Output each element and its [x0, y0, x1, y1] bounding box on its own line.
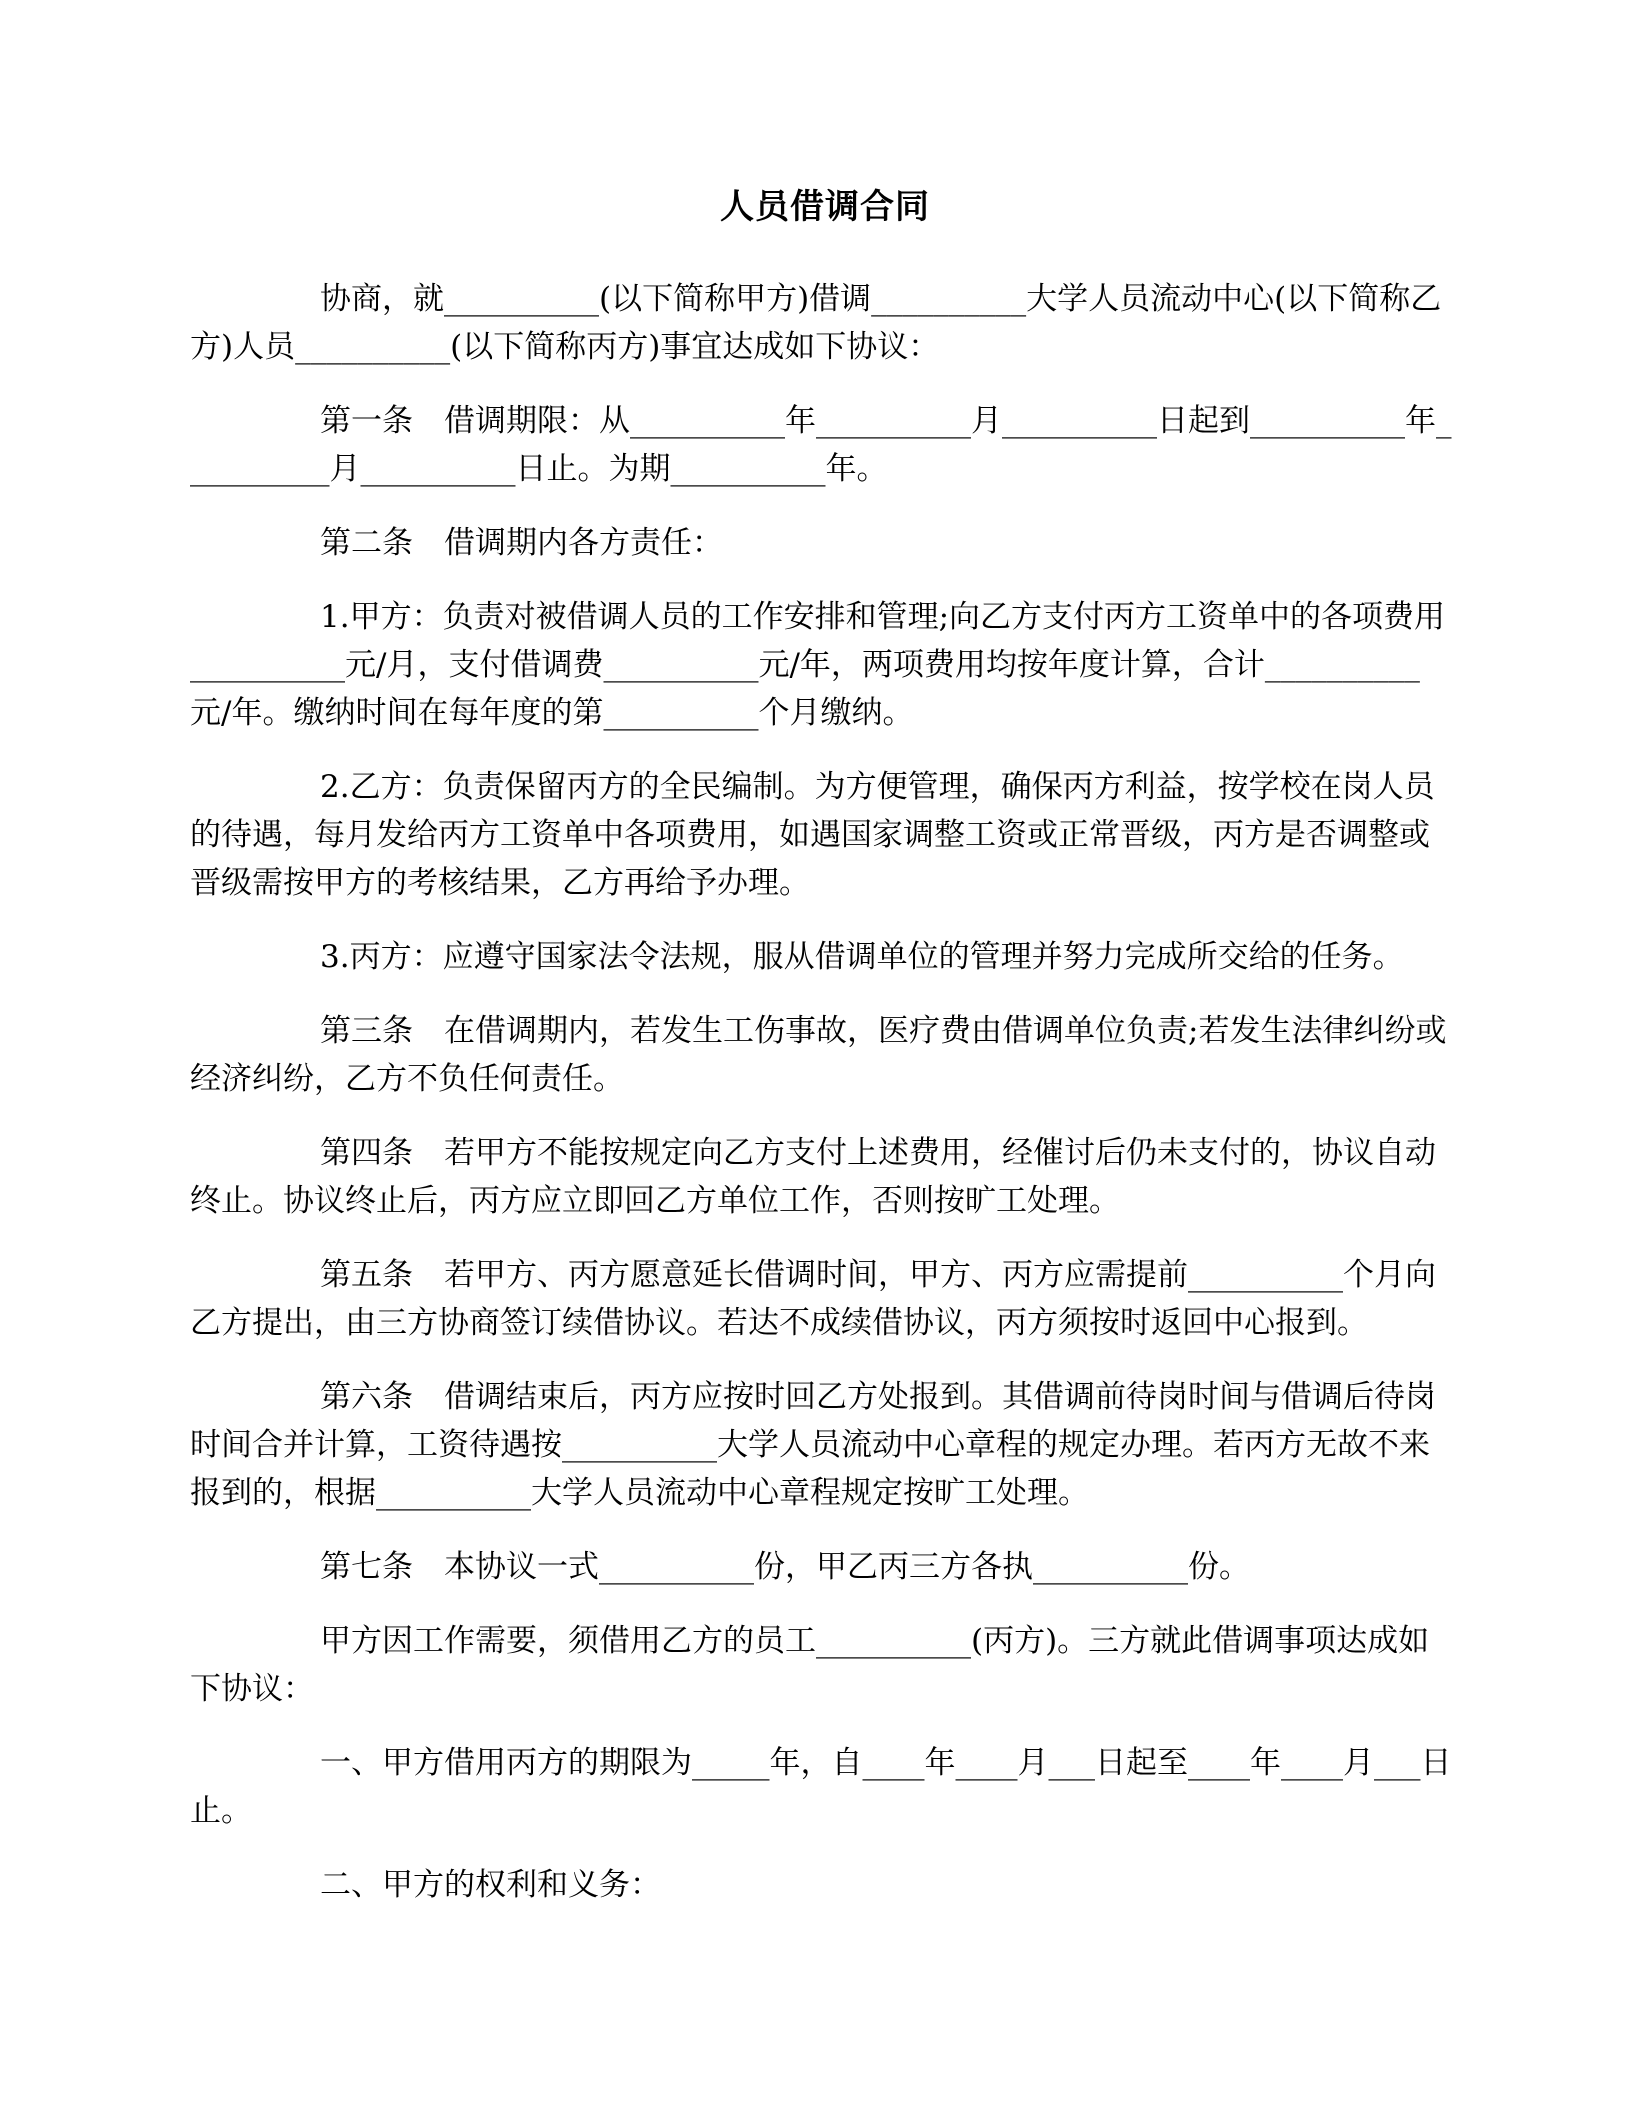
paragraph-item-1-party-a: 1.甲方：负责对被借调人员的工作安排和管理;向乙方支付丙方工资单中的各项费用__________元/月，支付借调费__________元/年，两项费用均按年度计算，合计__________元/年。缴纳时间在每年度的第__________个月缴纳。: [190, 599, 1446, 731]
document-body: [190, 275, 1460, 1909]
paragraph-item-one-term: 一、甲方借用丙方的期限为_____年，自____年____月___日起至____年____月___日止。: [190, 1745, 1452, 1829]
paragraph-clause-7: 第七条 本协议一式__________份，甲乙丙三方各执__________份。: [320, 1549, 1250, 1585]
paragraph-clause-4: 第四条 若甲方不能按规定向乙方支付上述费用，经催讨后仍未支付的，协议自动终止。协议终止后，丙方应立即回乙方单位工作，否则按旷工处理。: [190, 1135, 1436, 1219]
paragraph-item-two-rights: 二、甲方的权利和义务：: [320, 1867, 661, 1903]
paragraph-clause-6: 第六条 借调结束后，丙方应按时回乙方处报到。其借调前待岗时间与借调后待岗时间合并计算，工资待遇按__________大学人员流动中心章程的规定办理。若丙方无故不来报到的，根据__________大学人员流动中心章程规定按旷工处理。: [190, 1379, 1436, 1511]
paragraph-clause-5: 第五条 若甲方、丙方愿意延长借调时间，甲方、丙方应需提前__________个月向乙方提出，由三方协商签订续借协议。若达不成续借协议，丙方须按时返回中心报到。: [190, 1257, 1436, 1341]
paragraph-clause-3: 第三条 在借调期内，若发生工伤事故，医疗费由借调单位负责;若发生法律纠纷或经济纠纷，乙方不负任何责任。: [190, 1013, 1447, 1097]
paragraph-item-2-party-b: 2.乙方：负责保留丙方的全民编制。为方便管理，确保丙方利益，按学校在岗人员的待遇，每月发给丙方工资单中各项费用，如遇国家调整工资或正常晋级，丙方是否调整或晋级需按甲方的考核结果，乙方再给予办理。: [190, 769, 1435, 901]
paragraph-clause-2: 第二条 借调期内各方责任：: [320, 525, 723, 561]
paragraph-item-3-party-c: 3.丙方：应遵守国家法令法规，服从借调单位的管理并努力完成所交给的任务。: [320, 939, 1404, 975]
paragraph-clause-1: 第一条 借调期限：从__________年__________月__________日起到__________年__________月__________日止。为期__________年。: [190, 403, 1452, 487]
document-title: 人员借调合同: [720, 187, 930, 227]
paragraph-second-intro: 甲方因工作需要，须借用乙方的员工__________(丙方)。三方就此借调事项达成如下协议：: [190, 1623, 1430, 1707]
paragraph-intro: 协商，就__________(以下简称甲方)借调__________大学人员流动中心(以下简称乙方)人员__________(以下简称丙方)事宜达成如下协议：: [190, 281, 1442, 365]
